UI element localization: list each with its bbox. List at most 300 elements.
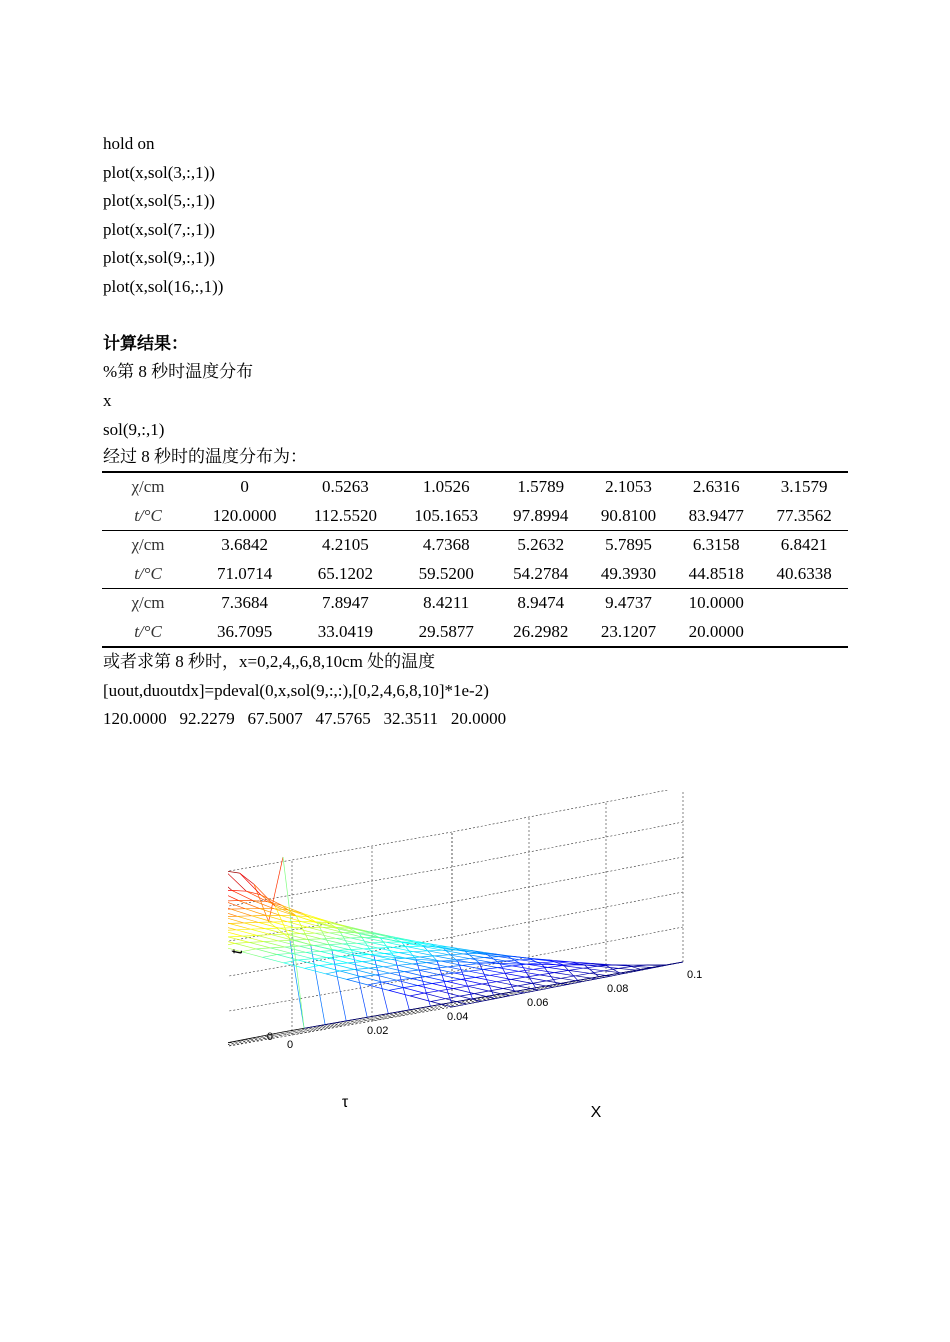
surface-line bbox=[347, 979, 368, 985]
z-axis-label: t bbox=[229, 949, 246, 955]
surface-line bbox=[244, 923, 265, 929]
surface-line bbox=[314, 945, 328, 946]
surface-line bbox=[376, 975, 397, 980]
surface-line bbox=[604, 971, 625, 974]
table-cell: 1.5789 bbox=[497, 472, 585, 502]
surface-line bbox=[265, 929, 286, 935]
table-cell: 20.0000 bbox=[672, 618, 760, 648]
surface-line bbox=[554, 970, 568, 972]
x-tick-label: 0.06 bbox=[527, 997, 549, 1009]
surface-line bbox=[361, 975, 375, 977]
x-tick-label: 0.02 bbox=[367, 1025, 389, 1037]
table-cell: 9.4737 bbox=[585, 589, 673, 618]
surface-line bbox=[433, 967, 447, 969]
grid-line bbox=[228, 1007, 452, 1077]
surface-line bbox=[461, 977, 476, 979]
table-cell: 65.1202 bbox=[317, 563, 374, 583]
surface-line bbox=[236, 929, 250, 930]
table-row bbox=[102, 531, 848, 560]
surface-line bbox=[500, 964, 521, 965]
t-label-cell: t/°C bbox=[134, 505, 162, 525]
table-cell: 3.6842 bbox=[194, 531, 295, 560]
surface-line bbox=[347, 977, 362, 980]
surface-line bbox=[498, 968, 519, 972]
tau-tick-label: 0 bbox=[266, 1031, 273, 1043]
surface-line bbox=[376, 973, 391, 975]
x-command: x bbox=[103, 391, 112, 410]
surface-line bbox=[418, 984, 433, 986]
surface-line bbox=[364, 948, 378, 949]
surface-line bbox=[277, 953, 291, 954]
table-cell: 8.9474 bbox=[497, 589, 585, 618]
surface-line bbox=[383, 967, 404, 972]
surface-line bbox=[431, 1002, 452, 1008]
surface-line bbox=[256, 949, 277, 955]
surface-line bbox=[270, 948, 291, 953]
x-tick-label: 0.08 bbox=[607, 983, 629, 995]
surface-line bbox=[263, 955, 278, 958]
temperature-table bbox=[102, 471, 848, 648]
surface-line bbox=[230, 924, 251, 930]
surface-line bbox=[285, 947, 306, 952]
table-cell bbox=[760, 589, 848, 618]
surface-line bbox=[278, 940, 292, 941]
surface-line bbox=[414, 951, 429, 952]
surface-line bbox=[419, 970, 440, 975]
sol-command: sol(9,:,1) bbox=[103, 420, 165, 439]
x-axis-label: X bbox=[590, 1104, 602, 1121]
surface-line bbox=[256, 948, 271, 949]
table-cell: 44.8518 bbox=[688, 563, 744, 583]
surface-line bbox=[228, 901, 239, 902]
table-cell: 0 bbox=[194, 472, 295, 502]
surface-line bbox=[235, 942, 249, 943]
table-cell: 8.4211 bbox=[396, 589, 497, 618]
surface-line bbox=[306, 951, 321, 952]
surface-line bbox=[385, 953, 400, 954]
surface-line bbox=[293, 940, 314, 945]
surface-line bbox=[327, 958, 348, 963]
surface-line bbox=[561, 976, 575, 979]
surface-line bbox=[447, 979, 461, 981]
surface-line bbox=[319, 964, 333, 965]
surface-line bbox=[263, 957, 284, 963]
table-cell: 10.0000 bbox=[672, 589, 760, 618]
surface-line bbox=[469, 969, 483, 971]
surface-line bbox=[399, 953, 420, 957]
surface-line bbox=[468, 986, 489, 991]
surface-line bbox=[390, 972, 405, 974]
surface-line bbox=[432, 984, 453, 989]
surface-line bbox=[412, 963, 426, 964]
surface-line bbox=[525, 977, 546, 981]
surface-line bbox=[357, 943, 378, 948]
x-tick-label: 0 bbox=[287, 1039, 294, 1051]
surface-line bbox=[491, 962, 512, 966]
x-label-cell: χ/cm bbox=[102, 531, 194, 560]
surface-line bbox=[424, 991, 439, 993]
surface-line bbox=[228, 871, 240, 873]
surface-line bbox=[419, 969, 434, 971]
surface-line bbox=[406, 957, 420, 958]
surface-line bbox=[393, 947, 407, 948]
surface-line bbox=[462, 964, 477, 966]
table-cell: 49.3930 bbox=[600, 563, 657, 583]
surface-line bbox=[428, 950, 442, 951]
table-cell: 7.3684 bbox=[194, 589, 295, 618]
surface-line bbox=[251, 929, 265, 930]
surface-line bbox=[236, 930, 257, 936]
table-cell: 77.3562 bbox=[776, 505, 832, 525]
surface-line bbox=[328, 944, 342, 945]
surface-line bbox=[461, 979, 482, 984]
table-cell: 0.5263 bbox=[295, 472, 395, 502]
surface-line bbox=[485, 958, 506, 962]
surface-line bbox=[228, 891, 239, 901]
surface-line bbox=[240, 873, 261, 895]
surface-line bbox=[540, 973, 555, 975]
surface-line bbox=[433, 969, 454, 974]
table-caption: 经过 8 秒时的温度分布为： bbox=[103, 447, 307, 466]
comment-line: %第 8 秒时温度分布 bbox=[103, 362, 254, 381]
surface-line bbox=[456, 959, 471, 960]
surface-line bbox=[447, 981, 468, 986]
surface-line bbox=[504, 973, 525, 977]
surface-line bbox=[503, 986, 517, 989]
surface-line bbox=[291, 953, 312, 958]
surface-line bbox=[474, 991, 488, 994]
surface-line bbox=[427, 961, 442, 962]
surface-line bbox=[305, 966, 320, 969]
table-cell: 7.8947 bbox=[295, 589, 395, 618]
surface-line bbox=[285, 946, 299, 947]
surface-line bbox=[228, 943, 235, 946]
x-label-cell: χ/cm bbox=[102, 472, 194, 502]
surface-line bbox=[485, 957, 499, 958]
surface-line bbox=[257, 935, 278, 940]
surface-line bbox=[399, 952, 413, 953]
table-cell: 4.2105 bbox=[295, 531, 395, 560]
table-cell: 120.0000 bbox=[212, 505, 277, 525]
table-row bbox=[102, 589, 848, 618]
surface-line bbox=[483, 969, 504, 973]
surface-line bbox=[575, 973, 590, 976]
grid-line bbox=[452, 790, 683, 832]
surface-line bbox=[356, 956, 377, 961]
x-tick-label: 0.1 bbox=[687, 969, 703, 981]
surface-line bbox=[340, 971, 361, 977]
table-cell: 26.2982 bbox=[497, 618, 585, 648]
surface-line bbox=[325, 1021, 346, 1025]
surface-line bbox=[469, 971, 490, 975]
table-row bbox=[102, 472, 848, 502]
pdeval-result: 120.0000 92.2279 67.5007 47.5765 32.3511 20.0000 bbox=[103, 709, 507, 728]
surface-line bbox=[382, 982, 403, 988]
surface-line bbox=[286, 934, 300, 935]
surface-line bbox=[314, 945, 335, 950]
surface-line bbox=[497, 982, 518, 986]
surface-line bbox=[240, 873, 254, 884]
code-line-3: plot(x,sol(5,:,1)) bbox=[103, 191, 215, 210]
surface-line bbox=[462, 965, 483, 969]
table-cell: 105.1653 bbox=[414, 505, 479, 525]
surface-line bbox=[254, 884, 275, 906]
grid-line bbox=[228, 867, 452, 937]
surface-line bbox=[426, 975, 441, 977]
surface-line bbox=[378, 947, 393, 948]
surface-line bbox=[513, 956, 534, 959]
surface-line bbox=[306, 952, 327, 957]
surface-line bbox=[453, 986, 467, 988]
surface-line bbox=[230, 923, 244, 924]
surface-line bbox=[257, 935, 272, 936]
surface-line bbox=[490, 975, 511, 979]
surface-line bbox=[326, 971, 340, 974]
surface-line bbox=[249, 942, 263, 943]
surface-line bbox=[237, 916, 258, 922]
surface-line bbox=[243, 935, 257, 936]
table-cell: 90.8100 bbox=[600, 505, 657, 525]
surface-line bbox=[397, 980, 418, 985]
surface-line bbox=[548, 967, 569, 970]
surface-line bbox=[406, 958, 427, 963]
surface-line bbox=[228, 916, 237, 917]
surface-line bbox=[519, 969, 533, 971]
table-cell: 97.8994 bbox=[513, 505, 569, 525]
surface-line bbox=[340, 970, 355, 972]
alt-text: 或者求第 8 秒时，x=0,2,4,,6,8,10cm 处的温度 bbox=[103, 652, 436, 671]
surface-line bbox=[388, 1010, 409, 1014]
surface-line bbox=[320, 951, 334, 952]
surface-line bbox=[349, 949, 363, 950]
surface-line bbox=[371, 943, 392, 948]
surface-line bbox=[334, 964, 355, 969]
surface-line bbox=[382, 980, 397, 982]
surface-line bbox=[533, 969, 554, 972]
surface-line bbox=[569, 968, 583, 970]
surface-line bbox=[397, 978, 411, 980]
table-cell: 6.3158 bbox=[672, 531, 760, 560]
table-cell: 5.2632 bbox=[497, 531, 585, 560]
t-label-cell: t/°C bbox=[102, 618, 194, 648]
surface-line bbox=[463, 953, 478, 954]
surface-line bbox=[244, 922, 258, 923]
table-cell: 36.7095 bbox=[194, 618, 295, 648]
surface-line bbox=[369, 967, 383, 968]
grid-line bbox=[452, 822, 683, 867]
table-cell: 71.0714 bbox=[217, 563, 273, 583]
surface-line bbox=[412, 964, 433, 969]
surface-line bbox=[407, 947, 428, 951]
surface-line bbox=[322, 938, 336, 939]
table-cell: 2.6316 bbox=[672, 472, 760, 502]
surface-line bbox=[235, 943, 256, 949]
table-cell: 1.0526 bbox=[396, 472, 497, 502]
surface-line bbox=[633, 966, 654, 967]
surface-line bbox=[569, 970, 590, 973]
surface-line bbox=[348, 963, 369, 968]
surface-line bbox=[391, 959, 412, 964]
surface-line bbox=[418, 986, 439, 991]
surface-line bbox=[377, 959, 392, 960]
grid-line bbox=[452, 892, 683, 937]
table-cell: 29.5877 bbox=[396, 618, 497, 648]
surface-line bbox=[343, 944, 364, 949]
surface-line bbox=[482, 984, 503, 989]
surface-line bbox=[590, 973, 611, 976]
surface-line bbox=[389, 988, 404, 991]
surface-line bbox=[504, 971, 519, 973]
surface-line bbox=[420, 956, 435, 957]
surface-line bbox=[298, 960, 319, 966]
surface-line bbox=[377, 960, 398, 965]
table-cell: 5.7895 bbox=[585, 531, 673, 560]
code-line-2: plot(x,sol(3,:,1)) bbox=[103, 163, 215, 182]
surface-line bbox=[439, 989, 453, 991]
table-cell: 2.1053 bbox=[585, 472, 673, 502]
surface-line bbox=[470, 959, 491, 963]
surface-line bbox=[541, 962, 556, 963]
surface-line bbox=[583, 968, 604, 971]
surface-line bbox=[405, 970, 419, 972]
results-heading: 计算结果： bbox=[103, 334, 188, 353]
surface-line bbox=[374, 955, 389, 1013]
surface-line bbox=[389, 990, 410, 996]
surface-line bbox=[520, 960, 541, 963]
code-line-5: plot(x,sol(9,:,1)) bbox=[103, 248, 215, 267]
surface-line bbox=[320, 951, 341, 956]
grid-line bbox=[228, 832, 452, 902]
surface-line bbox=[393, 947, 414, 951]
surface-line bbox=[460, 994, 475, 997]
surface-line bbox=[477, 964, 498, 968]
surface-line bbox=[251, 929, 272, 935]
surface-line bbox=[553, 985, 567, 988]
surface-line bbox=[313, 959, 334, 964]
surface-plot bbox=[228, 790, 728, 1140]
surface-line bbox=[411, 977, 425, 979]
grid-line bbox=[228, 972, 452, 1042]
surface-line bbox=[332, 949, 347, 1021]
surface-line bbox=[334, 963, 348, 964]
surface-line bbox=[264, 941, 279, 942]
surface-line bbox=[270, 947, 285, 948]
table-cell: 40.6338 bbox=[776, 563, 832, 583]
surface-line bbox=[298, 959, 313, 960]
table-row bbox=[102, 618, 848, 648]
grid-line bbox=[452, 857, 683, 902]
surface-line bbox=[299, 946, 320, 951]
surface-line bbox=[427, 963, 448, 967]
surface-line bbox=[452, 1004, 466, 1007]
surface-line bbox=[228, 871, 246, 891]
x-label-cell: χ/cm bbox=[102, 589, 194, 618]
surface-line bbox=[374, 955, 395, 957]
grid-line bbox=[228, 902, 452, 972]
surface-line bbox=[405, 972, 426, 977]
surface-line bbox=[495, 996, 510, 999]
grid-line bbox=[228, 1007, 452, 1077]
table-cell: 54.2784 bbox=[513, 563, 569, 583]
surface-line bbox=[490, 973, 504, 975]
surface-line bbox=[300, 934, 321, 939]
surface-line bbox=[327, 957, 341, 958]
surface-line bbox=[435, 955, 449, 956]
table-row bbox=[102, 502, 848, 531]
surface-line bbox=[383, 965, 398, 966]
surface-line bbox=[449, 954, 463, 955]
surface-line bbox=[431, 999, 446, 1002]
code-line-4: plot(x,sol(7,:,1)) bbox=[103, 220, 215, 239]
surface-line bbox=[326, 974, 347, 980]
surface-line bbox=[364, 949, 385, 954]
surface-line bbox=[228, 936, 243, 937]
surface-line bbox=[524, 990, 538, 993]
surface-line bbox=[322, 939, 343, 944]
surface-line bbox=[439, 991, 460, 996]
surface-line bbox=[249, 942, 270, 948]
surface-line bbox=[463, 954, 484, 958]
surface-line bbox=[343, 943, 358, 944]
surface-line bbox=[510, 993, 524, 996]
code-line-6: plot(x,sol(16,:,1)) bbox=[103, 277, 224, 296]
surface-line bbox=[403, 988, 424, 994]
table-cell: 3.1579 bbox=[760, 472, 848, 502]
surface-line bbox=[453, 989, 474, 994]
surface-line bbox=[482, 982, 496, 984]
x-tick-label: 0.04 bbox=[447, 1011, 469, 1023]
surface-line bbox=[228, 931, 243, 937]
surface-line bbox=[410, 993, 424, 996]
surface-line bbox=[411, 978, 432, 983]
surface-line bbox=[476, 975, 490, 977]
surface-line bbox=[341, 957, 362, 962]
table-cell: 112.5520 bbox=[313, 505, 377, 525]
surface-line bbox=[498, 966, 513, 968]
surface-line bbox=[264, 942, 285, 947]
table-cell: 33.0419 bbox=[295, 618, 395, 648]
table-cell: 4.7368 bbox=[396, 531, 497, 560]
surface-line bbox=[403, 986, 417, 988]
surface-line bbox=[583, 966, 598, 968]
surface-line bbox=[371, 942, 385, 943]
surface-line bbox=[291, 952, 305, 953]
surface-line bbox=[362, 960, 376, 961]
table-cell bbox=[760, 618, 848, 648]
surface-line bbox=[355, 968, 369, 969]
surface-line bbox=[357, 943, 371, 944]
tau-axis-label: τ bbox=[341, 1094, 349, 1111]
table-row bbox=[102, 560, 848, 589]
surface-line bbox=[445, 996, 459, 999]
surface-line bbox=[299, 945, 314, 946]
surface-line bbox=[619, 966, 634, 968]
surface-line bbox=[237, 916, 251, 917]
table-cell: 23.1207 bbox=[585, 618, 673, 648]
pdeval-command: [uout,duoutdx]=pdeval(0,x,sol(9,:,:),[0,2,4,6,8,10]*1e-2) bbox=[103, 681, 489, 700]
table-cell: 6.8421 bbox=[760, 531, 848, 560]
surface-line bbox=[398, 965, 419, 970]
grid-line bbox=[228, 1004, 443, 1049]
surface-line bbox=[454, 973, 475, 977]
surface-line bbox=[368, 985, 389, 991]
surface-line bbox=[414, 952, 435, 956]
surface-line bbox=[278, 941, 299, 946]
code-line-1: hold on bbox=[103, 134, 155, 153]
t-label-cell: t/°C bbox=[134, 563, 162, 583]
surface-line bbox=[362, 962, 383, 967]
surface-line bbox=[319, 966, 340, 972]
